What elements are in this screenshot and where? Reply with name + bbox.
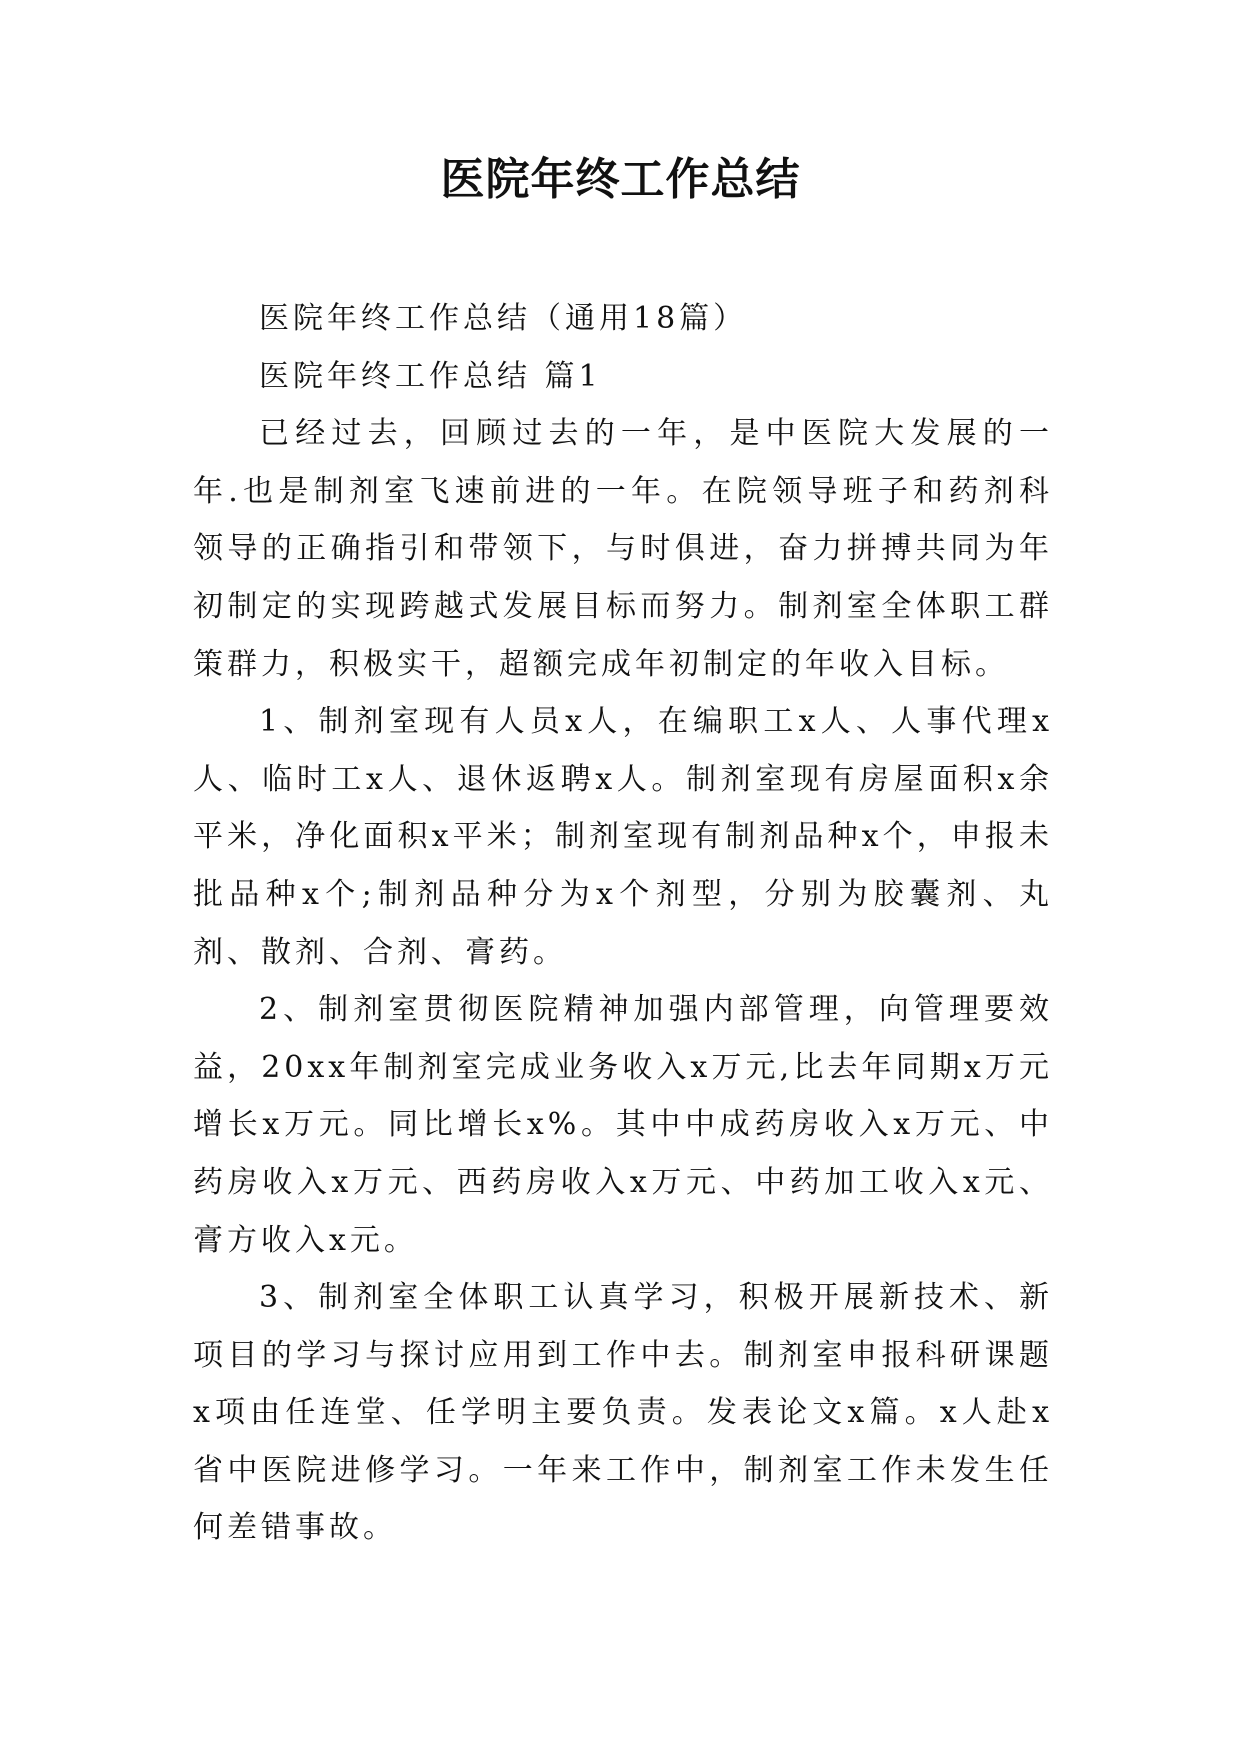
document-body (193, 290, 1053, 1557)
document-subtitle: 医院年终工作总结（通用18篇） (259, 301, 748, 336)
paragraph-item-2: 2、制剂室贯彻医院精神加强内部管理，向管理要效益，20xx年制剂室完成业务收入x万元,比去年同期x万元增长x万元。同比增长x%。其中中成药房收入x万元、中药房收入x万元、西药房收入x万元、中药加工收入x元、膏方收入x元。 (193, 992, 1053, 1258)
paragraph-item-1: 1、制剂室现有人员x人，在编职工x人、人事代理x人、临时工x人、退休返聘x人。制剂室现有房屋面积x余平米，净化面积x平米；制剂室现有制剂品种x个，申报未批品种x个;制剂品种分为x个剂型，分别为胶囊剂、丸剂、散剂、合剂、膏药。 (193, 704, 1053, 970)
section-heading: 医院年终工作总结 篇1 (259, 358, 602, 394)
paragraph-intro: 已经过去，回顾过去的一年，是中医院大发展的一年.也是制剂室飞速前进的一年。在院领导班子和药剂科领导的正确指引和带领下，与时俱进，奋力拼搏共同为年初制定的实现跨越式发展目标而努力。制剂室全体职工群策群力，积极实干，超额完成年初制定的年收入目标。 (193, 416, 1053, 682)
document-title: 医院年终工作总结 (440, 154, 801, 205)
paragraph-item-3: 3、制剂室全体职工认真学习，积极开展新技术、新项目的学习与探讨应用到工作中去。制剂室申报科研课题x项由任连堂、任学明主要负责。发表论文x篇。x人赴x省中医院进修学习。一年来工作中，制剂室工作未发生任何差错事故。 (193, 1280, 1053, 1546)
